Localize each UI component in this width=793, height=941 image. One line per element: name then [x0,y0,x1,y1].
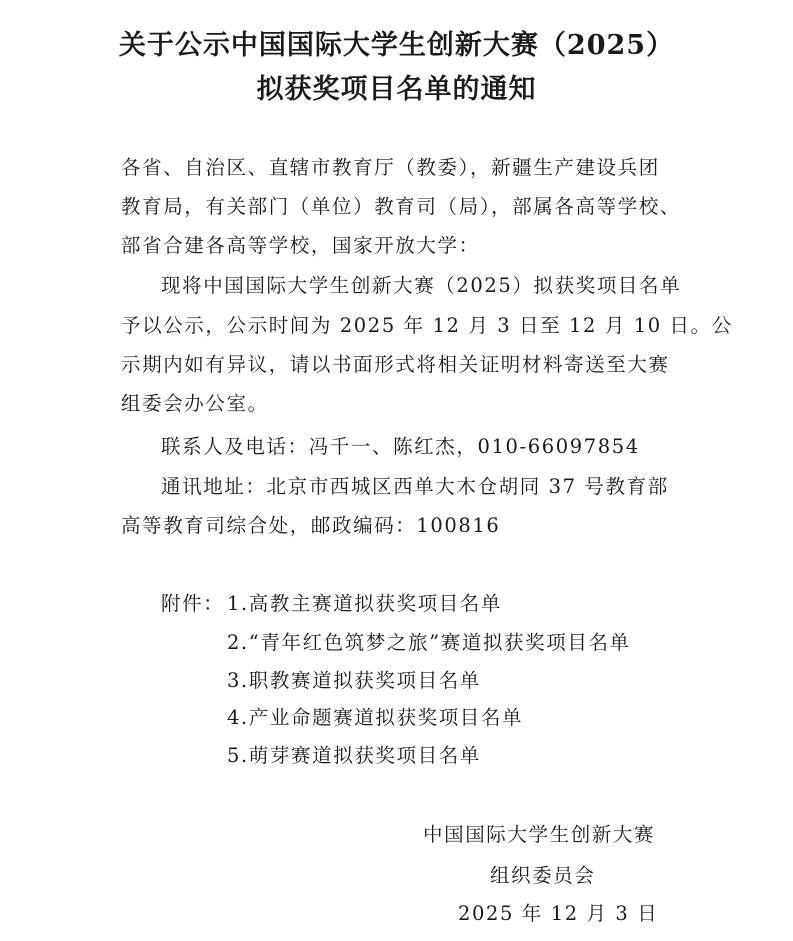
paragraph-line: 组委会办公室。 [121,392,269,415]
contact-line: 联系人及电话：冯千一、陈红杰，010-66097854 [161,435,640,458]
paragraph-line: 予以公示，公示时间为 2025 年 12 月 3 日至 12 月 10 日。公 [121,314,733,337]
attachments-label: 附件： [161,592,225,615]
address-line: 高等教育司综合处，邮政编码：100816 [121,514,501,537]
title-line-1: 关于公示中国国际大学生创新大赛（2025） [118,30,675,61]
paragraph-line: 现将中国国际大学生创新大赛（2025）拟获奖项目名单 [161,274,682,297]
address-line: 通讯地址：北京市西城区西单大木仓胡同 37 号教育部 [161,475,669,498]
attachment-item: 1.高教主赛道拟获奖项目名单 [227,592,503,615]
title-line-2: 拟获奖项目名单的通知 [256,74,537,105]
attachment-item: 4.产业命题赛道拟获奖项目名单 [227,706,524,729]
paragraph-line: 示期内如有异议，请以书面形式将相关证明材料寄送至大赛 [121,353,670,376]
salutation-line: 教育局，有关部门（单位）教育司（局），部属各高等学校、 [121,195,681,218]
signature-org: 中国国际大学生创新大赛 [423,823,656,846]
attachment-item: 2.“青年红色筑梦之旅”赛道拟获奖项目名单 [227,631,631,654]
signature-date: 2025 年 12 月 3 日 [458,902,659,925]
attachment-item: 3.职教赛道拟获奖项目名单 [227,669,481,692]
salutation-line: 部省合建各高等学校，国家开放大学： [121,234,480,257]
signature-committee: 组织委员会 [490,864,596,887]
salutation-line: 各省、自治区、直辖市教育厅（教委），新疆生产建设兵团 [121,156,660,179]
attachment-item: 5.萌芽赛道拟获奖项目名单 [227,744,481,767]
